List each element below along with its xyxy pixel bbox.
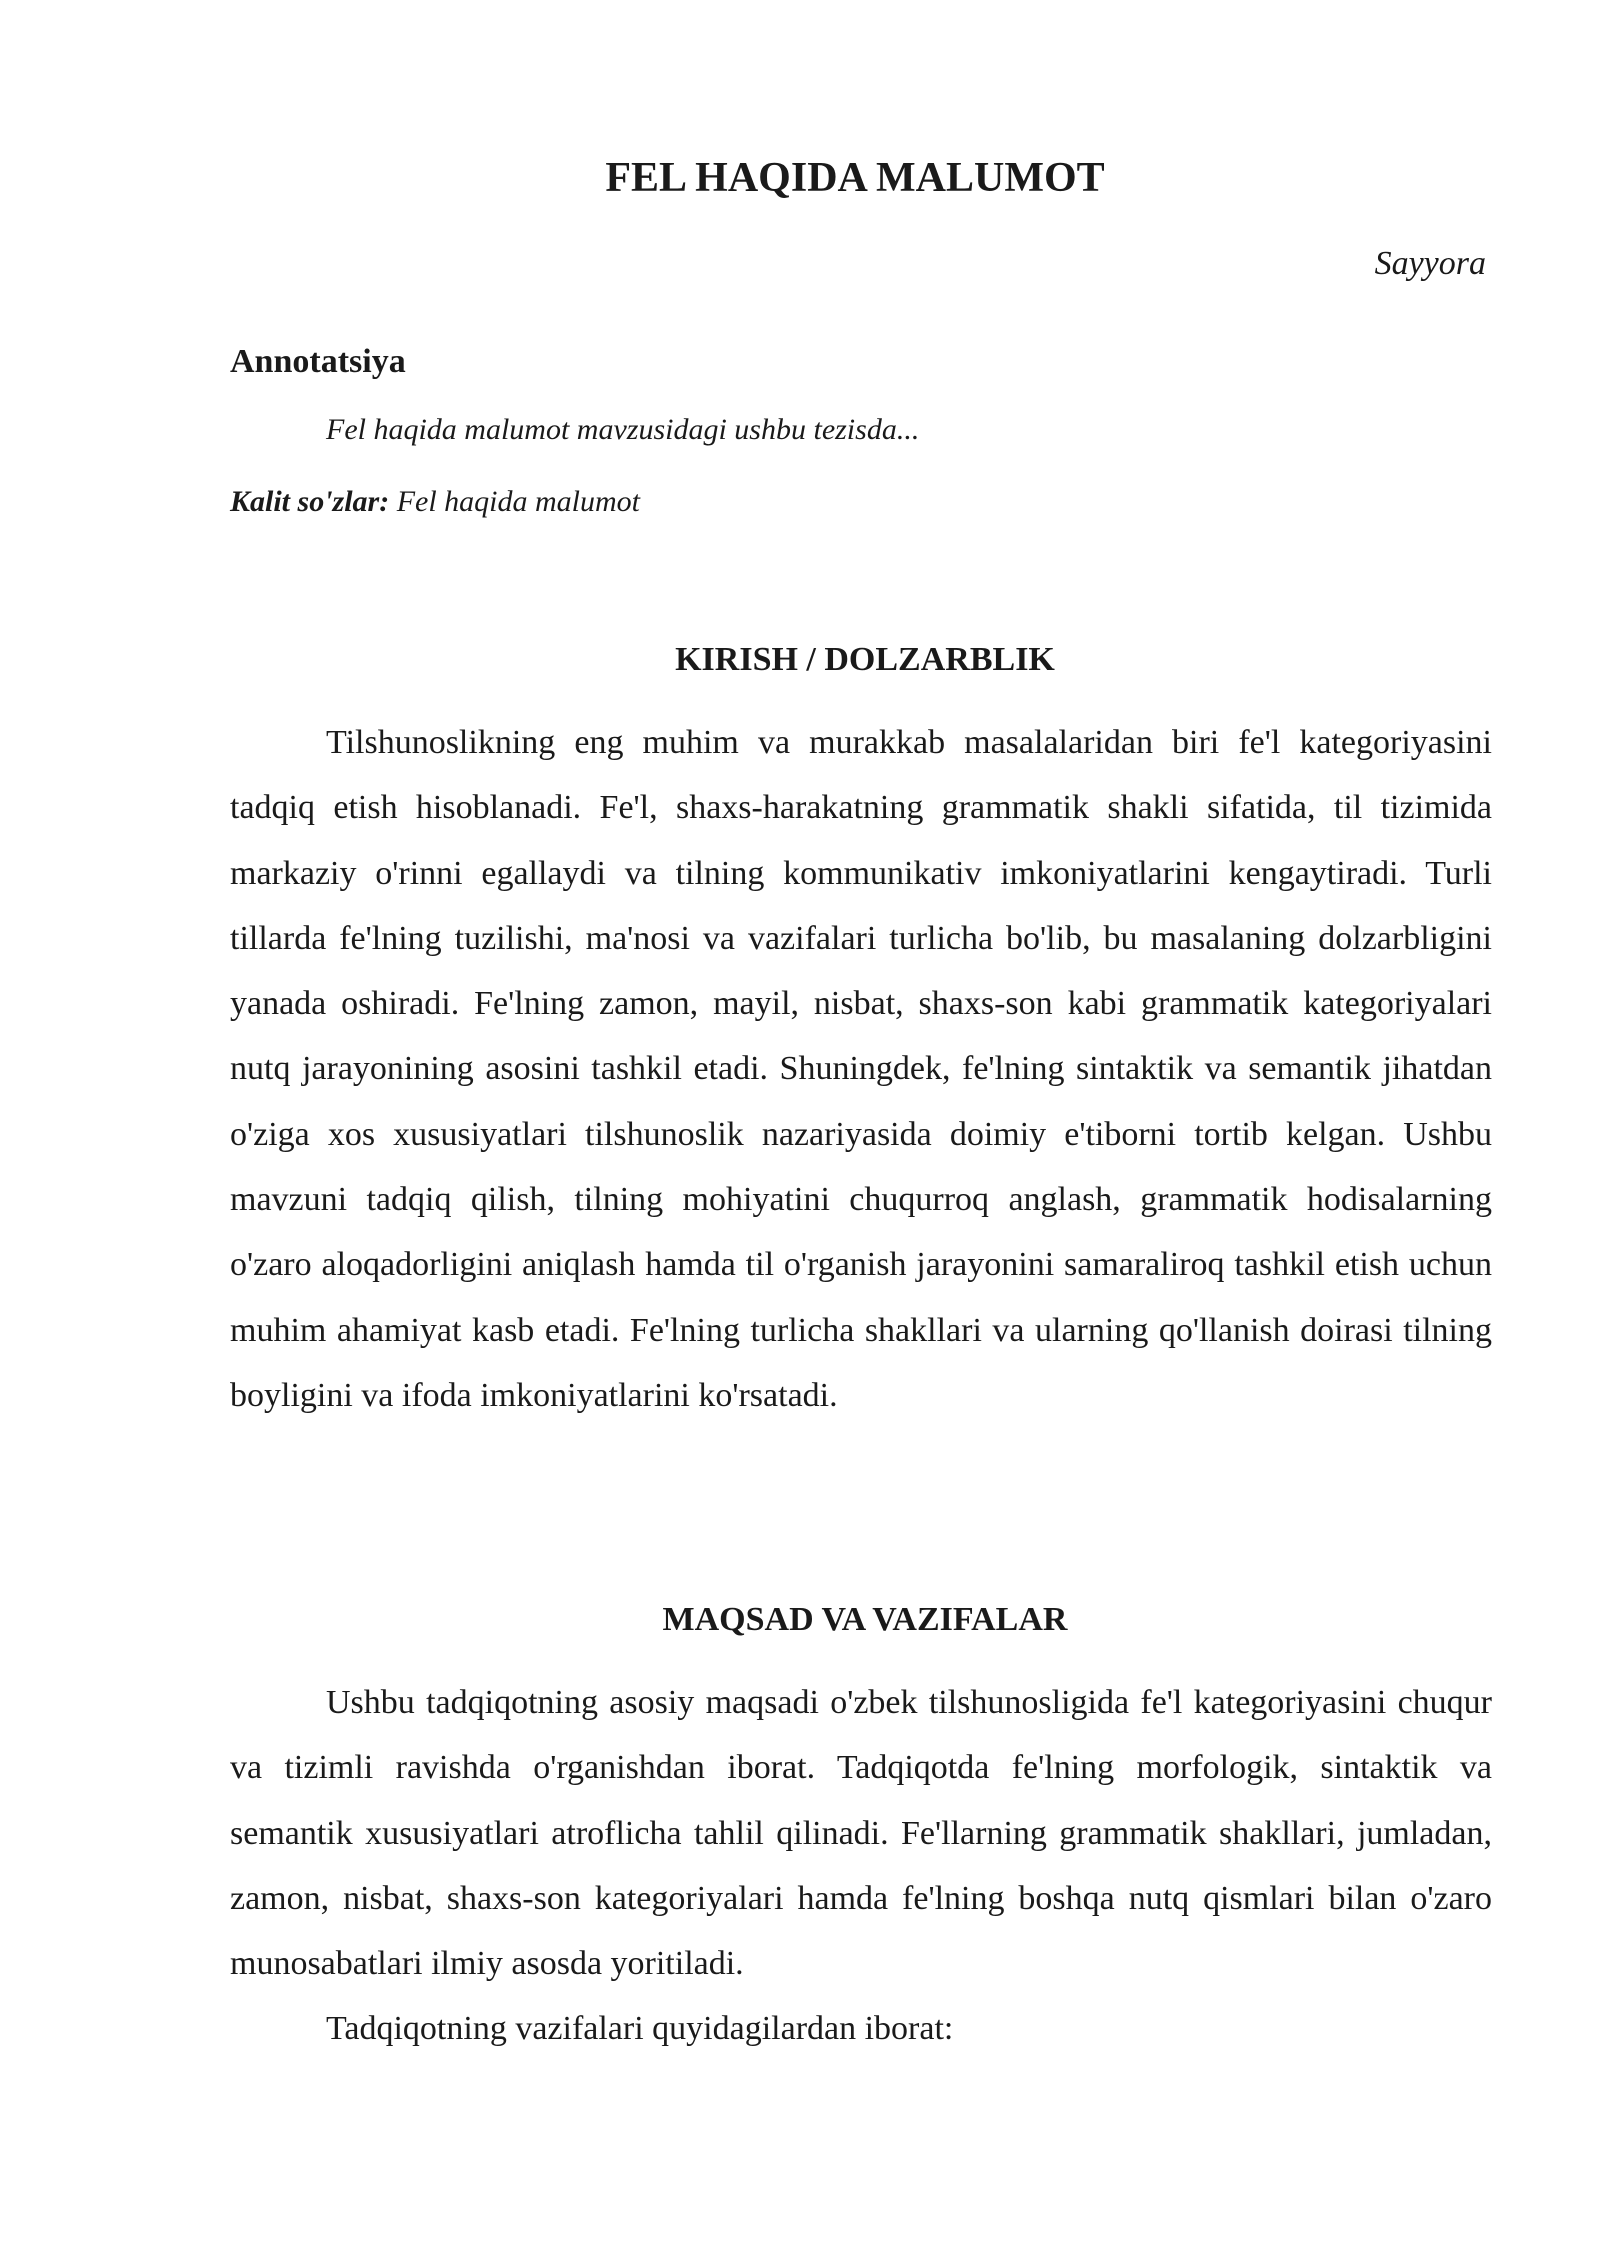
annotation-heading: Annotatsiya	[230, 343, 406, 380]
annotation-text: Fel haqida malumot mavzusidagi ushbu tezisda...	[326, 413, 920, 446]
keywords-line	[230, 480, 640, 524]
tasks-intro-paragraph: Tadqiqotning vazifalari quyidagilardan iborat:	[326, 2010, 954, 2047]
keywords-label: Kalit so'zlar:	[230, 485, 390, 518]
introduction-paragraph: Tilshunoslikning eng muhim va murakkab masalalaridan biri fe'l kategoriyasini tadqiq etish hisoblanadi. Fe'l, shaxs-harakatning grammatik shakli sifatida, til tizimida markaziy o'rinni egallaydi va tilning kommunikativ imkoniyatlarini kengaytiradi. Turli tillarda fe'lning tuzilishi, ma'nosi va vazifalari turlicha bo'lib, bu masalaning dolzarbligini yanada oshiradi. Fe'lning zamon, mayil, nisbat, shaxs-son kabi grammatik kategoriyalari nutq jarayonining asosini tashkil etadi. Shuningdek, fe'lning sintaktik va semantik jihatdan o'ziga xos xususiyatlari tilshunoslik nazariyasida doimiy e'tiborni tortib kelgan. Ushbu mavzuni tadqiq qilish, tilning mohiyatini chuqurroq anglash, grammatik hodisalarning o'zaro aloqadorligini aniqlash hamda til o'rganish jarayonini samaraliroq tashkil etish uchun muhim ahamiyat kasb etadi. Fe'lning turlicha shakllari va ularning qo'llanish doirasi tilning boyligini va ifoda imkoniyatlarini ko'rsatadi.	[230, 724, 1492, 1414]
section-heading-introduction: KIRISH / DOLZARBLIK	[675, 641, 1055, 678]
section-heading-goals: MAQSAD VA VAZIFALAR	[662, 1601, 1068, 1638]
author-name: Sayyora	[1374, 245, 1486, 282]
goals-paragraph: Ushbu tadqiqotning asosiy maqsadi o'zbek tilshunosligida fe'l kategoriyasini chuqur va tizimli ravishda o'rganishdan iborat. Tadqiqotda fe'lning morfologik, sintaktik va semantik xususiyatlari atroflicha tahlil qilinadi. Fe'llarning grammatik shakllari, jumladan, zamon, nisbat, shaxs-son kategoriyalari hamda fe'lning boshqa nutq qismlari bilan o'zaro munosabatlari ilmiy asosda yoritiladi.	[230, 1684, 1492, 1983]
keywords-value: Fel haqida malumot	[389, 485, 641, 518]
document-title: FEL HAQIDA MALUMOT	[605, 155, 1105, 201]
